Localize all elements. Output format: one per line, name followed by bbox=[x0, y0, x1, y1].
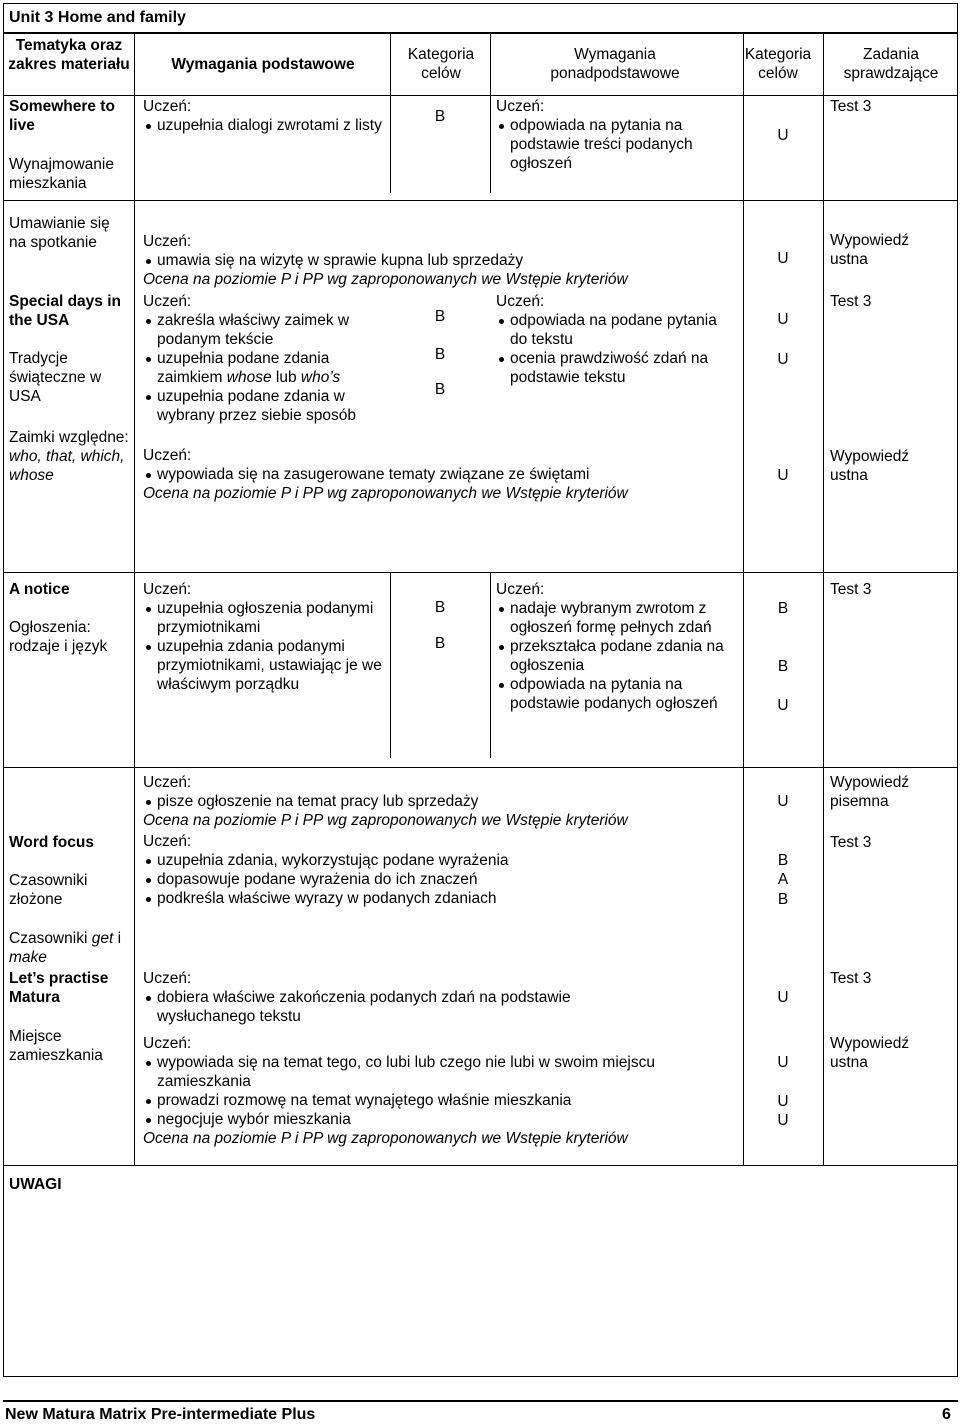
uwagi-box bbox=[3, 1165, 958, 1377]
s2-row2-cat: U bbox=[777, 467, 789, 484]
s2-cat2-1: U bbox=[777, 351, 789, 368]
advanced-item: nadaje wybranym zwrotom z ogłoszeń formę pełnych zdań bbox=[496, 599, 726, 637]
uczen-label: Uczeń: bbox=[143, 98, 192, 115]
section5-subtitle: Miejsce zamieszkania bbox=[9, 1028, 103, 1064]
basic-item: zakreśla właściwy zaimek w podanym tekście bbox=[143, 311, 383, 349]
basic-item: pisze ogłoszenie na temat pracy lub sprzedaży bbox=[143, 792, 743, 811]
basic-item: negocjuje wybór mieszkania bbox=[143, 1110, 743, 1129]
basic-item: uzupełnia zdania, wykorzystując podane wyrażenia bbox=[143, 851, 743, 870]
basic-item: dopasowuje podane wyrażenia do ich znaczeń bbox=[143, 870, 743, 889]
s3-cat2-2: U bbox=[777, 697, 789, 714]
s1-row2-task: Wypowiedź ustna bbox=[830, 232, 910, 268]
s2-cat1-2: B bbox=[434, 381, 446, 398]
uczen-label: Uczeń: bbox=[143, 293, 192, 310]
basic-item: uzupełnia zdania podanymi przymiotnikami, ustawiając je we właściwym porządku bbox=[143, 637, 383, 694]
s2-row2-task: Wypowiedź ustna bbox=[830, 448, 910, 484]
basic-item: uzupełnia podane zdania zaimkiem whose lub who’s bbox=[143, 349, 383, 387]
s1-advanced bbox=[496, 97, 726, 173]
s5-items2 bbox=[143, 1034, 743, 1148]
s5-cat2-0: U bbox=[777, 1054, 789, 1071]
page-number: 6 bbox=[942, 1406, 951, 1423]
uczen-label: Uczeń: bbox=[143, 447, 192, 464]
section4-title: Word focus bbox=[9, 834, 94, 851]
s2-cat2-0: U bbox=[777, 311, 789, 328]
s1-cat2: U bbox=[777, 127, 789, 144]
ocena-note: Ocena na poziomie P i PP wg zaproponowanych we Wstępie kryteriów bbox=[143, 271, 628, 288]
basic-item: uzupełnia ogłoszenia podanymi przymiotnikami bbox=[143, 599, 383, 637]
s3-cat1-1: B bbox=[434, 635, 446, 652]
section2-title: Special days in the USA bbox=[9, 293, 121, 329]
s4-cat-0: B bbox=[777, 852, 789, 869]
s3-basic bbox=[143, 580, 383, 694]
s5-cat2-1: U bbox=[777, 1093, 789, 1110]
s3-row2 bbox=[143, 773, 743, 830]
subtitle-italic: who, that, which, whose bbox=[9, 448, 125, 484]
footer-title: New Matura Matrix Pre-intermediate Plus bbox=[5, 1406, 316, 1423]
s2-task: Test 3 bbox=[830, 293, 872, 310]
section4-subtitle1: Czasowniki złożone bbox=[9, 872, 88, 908]
ocena-note: Ocena na poziomie P i PP wg zaproponowanych we Wstępie kryteriów bbox=[143, 812, 628, 829]
advanced-item: ocenia prawdziwość zdań na podstawie tekstu bbox=[496, 349, 726, 387]
s2-cat1-1: B bbox=[434, 346, 446, 363]
basic-item: dobiera właściwe zakończenia podanych zdań na podstawie wysłuchanego tekstu bbox=[143, 988, 613, 1026]
s2-advanced bbox=[496, 292, 726, 387]
basic-item: wypowiada się na zasugerowane tematy związane ze świętami bbox=[143, 465, 743, 484]
s2-cat1-0: B bbox=[434, 308, 446, 325]
ocena-note: Ocena na poziomie P i PP wg zaproponowanych we Wstępie kryteriów bbox=[143, 485, 628, 502]
uczen-label: Uczeń: bbox=[143, 1035, 192, 1052]
s4-items bbox=[143, 832, 743, 908]
header-advanced: Wymagania ponadpodstawowe bbox=[550, 46, 680, 82]
s5-cat1: U bbox=[777, 989, 789, 1006]
header-cat2: Kategoria celów bbox=[744, 46, 812, 82]
advanced-item: odpowiada na pytania na podstawie treści podanych ogłoszeń bbox=[496, 116, 726, 173]
basic-item: wypowiada się na temat tego, co lubi lub czego nie lubi w swoim miejscu zamieszkania bbox=[143, 1053, 722, 1091]
s4-cat-2: B bbox=[777, 891, 789, 908]
basic-item: umawia się na wizytę w sprawie kupna lub sprzedaży bbox=[143, 251, 743, 270]
uczen-label: Uczeń: bbox=[496, 98, 545, 115]
section1-title: Somewhere to live bbox=[9, 98, 115, 134]
section4-subtitle2: Czasowniki get i make bbox=[9, 930, 122, 966]
uwagi-label: UWAGI bbox=[9, 1176, 62, 1193]
section2-subtitle1: Tradycje świąteczne w USA bbox=[9, 350, 102, 405]
s3-row2-task: Wypowiedź pisemna bbox=[830, 774, 910, 810]
basic-item: uzupełnia podane zdania w wybrany przez siebie sposób bbox=[143, 387, 383, 425]
ocena-note: Ocena na poziomie P i PP wg zaproponowanych we Wstępie kryteriów bbox=[143, 1130, 628, 1147]
s5-task2: Wypowiedź ustna bbox=[830, 1035, 910, 1071]
section3-subtitle: Ogłoszenia: rodzaje i język bbox=[9, 619, 108, 655]
s3-row2-cat: U bbox=[777, 793, 789, 810]
advanced-item: odpowiada na pytania na podstawie podanych ogłoszeń bbox=[496, 675, 726, 713]
uczen-label: Uczeń: bbox=[496, 293, 545, 310]
uczen-label: Uczeń: bbox=[143, 970, 192, 987]
uczen-label: Uczeń: bbox=[143, 233, 192, 250]
section3-title: A notice bbox=[9, 581, 70, 598]
s5-items1 bbox=[143, 969, 613, 1026]
advanced-item: odpowiada na podane pytania do tekstu bbox=[496, 311, 726, 349]
subtitle-text: Zaimki względne: bbox=[9, 429, 129, 446]
s3-cat1-0: B bbox=[434, 599, 446, 616]
s5-cat2-2: U bbox=[777, 1112, 789, 1129]
section1-topic2: Umawianie się na spotkanie bbox=[9, 215, 110, 251]
s3-advanced bbox=[496, 580, 726, 713]
header-basic: Wymagania podstawowe bbox=[171, 56, 355, 73]
uczen-label: Uczeń: bbox=[143, 833, 192, 850]
s3-cat2-1: B bbox=[777, 658, 789, 675]
s4-task: Test 3 bbox=[830, 834, 872, 851]
header-topic: Tematyka oraz zakres materiału bbox=[8, 37, 130, 73]
section5-title: Let’s practise Matura bbox=[9, 970, 109, 1006]
uczen-label: Uczeń: bbox=[143, 581, 192, 598]
advanced-item: przekształca podane zdania na ogłoszenia bbox=[496, 637, 726, 675]
basic-item: uzupełnia dialogi zwrotami z listy bbox=[143, 116, 383, 135]
section2-subtitle2 bbox=[9, 428, 131, 485]
basic-item: podkreśla właściwe wyrazy w podanych zdaniach bbox=[143, 889, 743, 908]
s3-task: Test 3 bbox=[830, 581, 872, 598]
s2-row2 bbox=[143, 446, 743, 503]
s1-row2-cat: U bbox=[777, 250, 789, 267]
header-tasks: Zadania sprawdzające bbox=[843, 46, 939, 82]
s3-cat2-0: B bbox=[777, 600, 789, 617]
header-cat1: Kategoria celów bbox=[407, 46, 475, 82]
s1-basic bbox=[143, 97, 383, 135]
s5-task1: Test 3 bbox=[830, 970, 872, 987]
s1-cat1: B bbox=[434, 108, 446, 125]
s2-basic bbox=[143, 292, 383, 425]
section1-subtitle: Wynajmowanie mieszkania bbox=[9, 156, 114, 192]
uczen-label: Uczeń: bbox=[143, 774, 192, 791]
s4-cat-1: A bbox=[777, 871, 789, 888]
basic-item: prowadzi rozmowę na temat wynajętego właśnie mieszkania bbox=[143, 1091, 743, 1110]
uczen-label: Uczeń: bbox=[496, 581, 545, 598]
s1-task: Test 3 bbox=[830, 98, 872, 115]
footer-rule bbox=[3, 1400, 958, 1402]
unit-title: Unit 3 Home and family bbox=[9, 9, 186, 26]
s1-row2 bbox=[143, 232, 743, 289]
